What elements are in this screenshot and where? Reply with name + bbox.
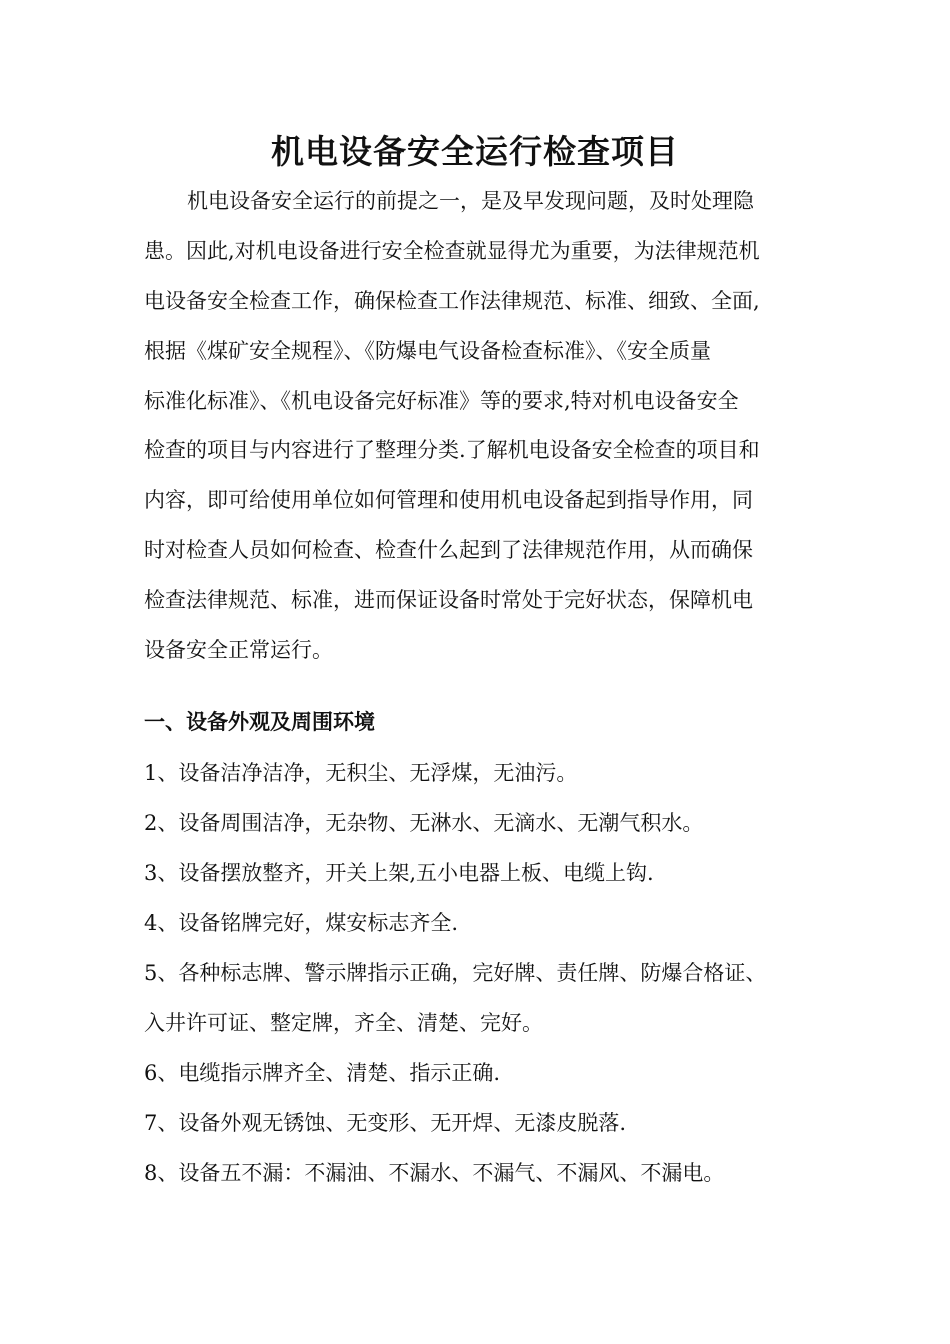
intro-line: 检查法律规范、标准，进而保证设备时常处于完好状态，保障机电 bbox=[144, 588, 753, 612]
section-heading: 一、设备外观及周围环境 bbox=[144, 710, 375, 734]
intro-line: 机电设备安全运行的前提之一，是及早发现问题，及时处理隐 bbox=[187, 189, 754, 213]
intro-line: 检查的项目与内容进行了整理分类.了解机电设备安全检查的项目和 bbox=[144, 438, 760, 462]
document-title: 机电设备安全运行检查项目 bbox=[271, 132, 679, 171]
list-item: 入井许可证、整定牌，齐全、清楚、完好。 bbox=[144, 1011, 543, 1035]
list-item: 1、设备洁净洁净，无积尘、无浮煤，无油污。 bbox=[144, 761, 578, 785]
intro-line: 设备安全正常运行。 bbox=[144, 638, 333, 662]
intro-line: 时对检查人员如何检查、检查什么起到了法律规范作用，从而确保 bbox=[144, 538, 753, 562]
intro-line: 根据《煤矿安全规程》、《防爆电气设备检查标准》、《安全质量 bbox=[144, 339, 711, 363]
list-item: 3、设备摆放整齐，开关上架,五小电器上板、电缆上钩. bbox=[144, 861, 654, 885]
intro-line: 患。因此,对机电设备进行安全检查就显得尤为重要，为法律规范机 bbox=[144, 239, 760, 263]
intro-line: 标准化标准》、《机电设备完好标准》等的要求,特对机电设备安全 bbox=[144, 389, 739, 413]
list-item: 7、设备外观无锈蚀、无变形、无开焊、无漆皮脱落. bbox=[144, 1111, 627, 1135]
intro-line: 电设备安全检查工作，确保检查工作法律规范、标准、细致、全面, bbox=[144, 289, 760, 313]
list-item: 5、各种标志牌、警示牌指示正确，完好牌、责任牌、防爆合格证、 bbox=[144, 961, 767, 985]
intro-line: 内容，即可给使用单位如何管理和使用机电设备起到指导作用，同 bbox=[144, 488, 753, 512]
list-item: 8、设备五不漏：不漏油、不漏水、不漏气、不漏风、不漏电。 bbox=[144, 1161, 725, 1185]
list-item: 2、设备周围洁净，无杂物、无淋水、无滴水、无潮气积水。 bbox=[144, 811, 704, 835]
list-item: 6、电缆指示牌齐全、清楚、指示正确. bbox=[144, 1061, 501, 1085]
list-item: 4、设备铭牌完好，煤安标志齐全. bbox=[144, 911, 459, 935]
